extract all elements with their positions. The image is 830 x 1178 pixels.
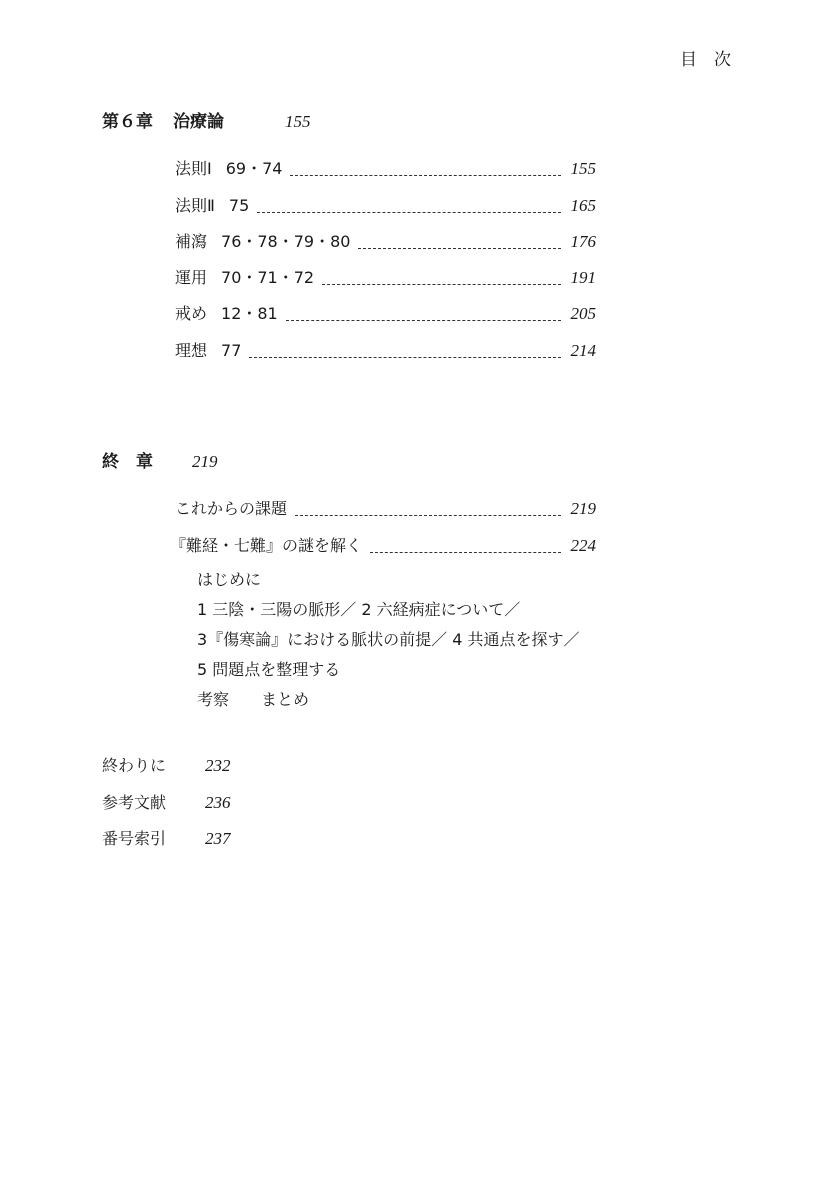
chapter-title: 治療論	[173, 112, 224, 132]
toc-entry[interactable]	[175, 268, 596, 288]
entry-page: 191	[570, 268, 596, 287]
dash-leader	[322, 284, 560, 285]
entry-label: 法則Ⅱ	[175, 196, 215, 215]
entry-refs: 77	[221, 341, 242, 360]
entry-page: 214	[570, 341, 596, 360]
dash-leader	[370, 552, 560, 553]
entry-page: 224	[570, 536, 596, 555]
entry-refs: 69・74	[225, 159, 283, 178]
back-matter-page: 236	[205, 793, 231, 812]
dash-leader	[358, 248, 560, 249]
toc-entry[interactable]	[175, 341, 596, 361]
entry-refs: 76・78・79・80	[221, 232, 351, 251]
entry-page: 219	[570, 499, 596, 518]
dash-leader	[249, 357, 560, 358]
entry-page: 176	[570, 232, 596, 251]
subsection-item: 考察 まとめ	[197, 690, 310, 709]
dash-leader	[257, 212, 560, 213]
entry-label: これからの課題	[175, 499, 288, 518]
entry-label: 運用	[175, 268, 208, 287]
entry-label: 補瀉	[175, 232, 208, 251]
entry-refs: 12・81	[221, 304, 278, 323]
chapter-page: 155	[285, 112, 311, 131]
page-header-title: 目 次	[680, 50, 731, 70]
chapter-label: 第６章	[102, 112, 153, 132]
entry-page: 155	[570, 159, 596, 178]
entry-label: 戒め	[175, 304, 208, 323]
entry-page: 165	[570, 196, 596, 215]
toc-entry[interactable]	[175, 499, 596, 519]
entry-page: 205	[570, 304, 596, 323]
toc-entry[interactable]	[170, 536, 596, 556]
back-matter-label: 番号索引	[102, 829, 167, 848]
entry-refs: 70・71・72	[221, 268, 315, 287]
toc-entry[interactable]	[175, 232, 596, 252]
entry-label: 理想	[175, 341, 208, 360]
chapter-label: 終 章	[102, 452, 153, 472]
toc-entry[interactable]	[175, 304, 596, 324]
back-matter-label: 終わりに	[102, 756, 167, 775]
chapter-page: 219	[192, 452, 218, 471]
back-matter-page: 237	[205, 829, 231, 848]
toc-entry[interactable]	[175, 159, 596, 179]
toc-entry[interactable]	[175, 196, 596, 216]
dash-leader	[295, 515, 560, 516]
subsection-item: 5 問題点を整理する	[197, 660, 341, 679]
subsection-item: 3『傷寒論』における脈状の前提／ 4 共通点を探す／	[197, 630, 580, 649]
back-matter-page: 232	[205, 756, 231, 775]
dash-leader	[286, 320, 561, 321]
subsection-item: はじめに	[197, 570, 262, 589]
entry-label: 『難経・七難』の謎を解く	[170, 536, 363, 555]
entry-label: 法則Ⅰ	[175, 159, 212, 178]
dash-leader	[290, 175, 560, 176]
entry-refs: 75	[228, 196, 250, 215]
subsection-item: 1 三陰・三陽の脈形／ 2 六経病症について／	[197, 600, 521, 619]
back-matter-label: 参考文献	[102, 793, 167, 812]
